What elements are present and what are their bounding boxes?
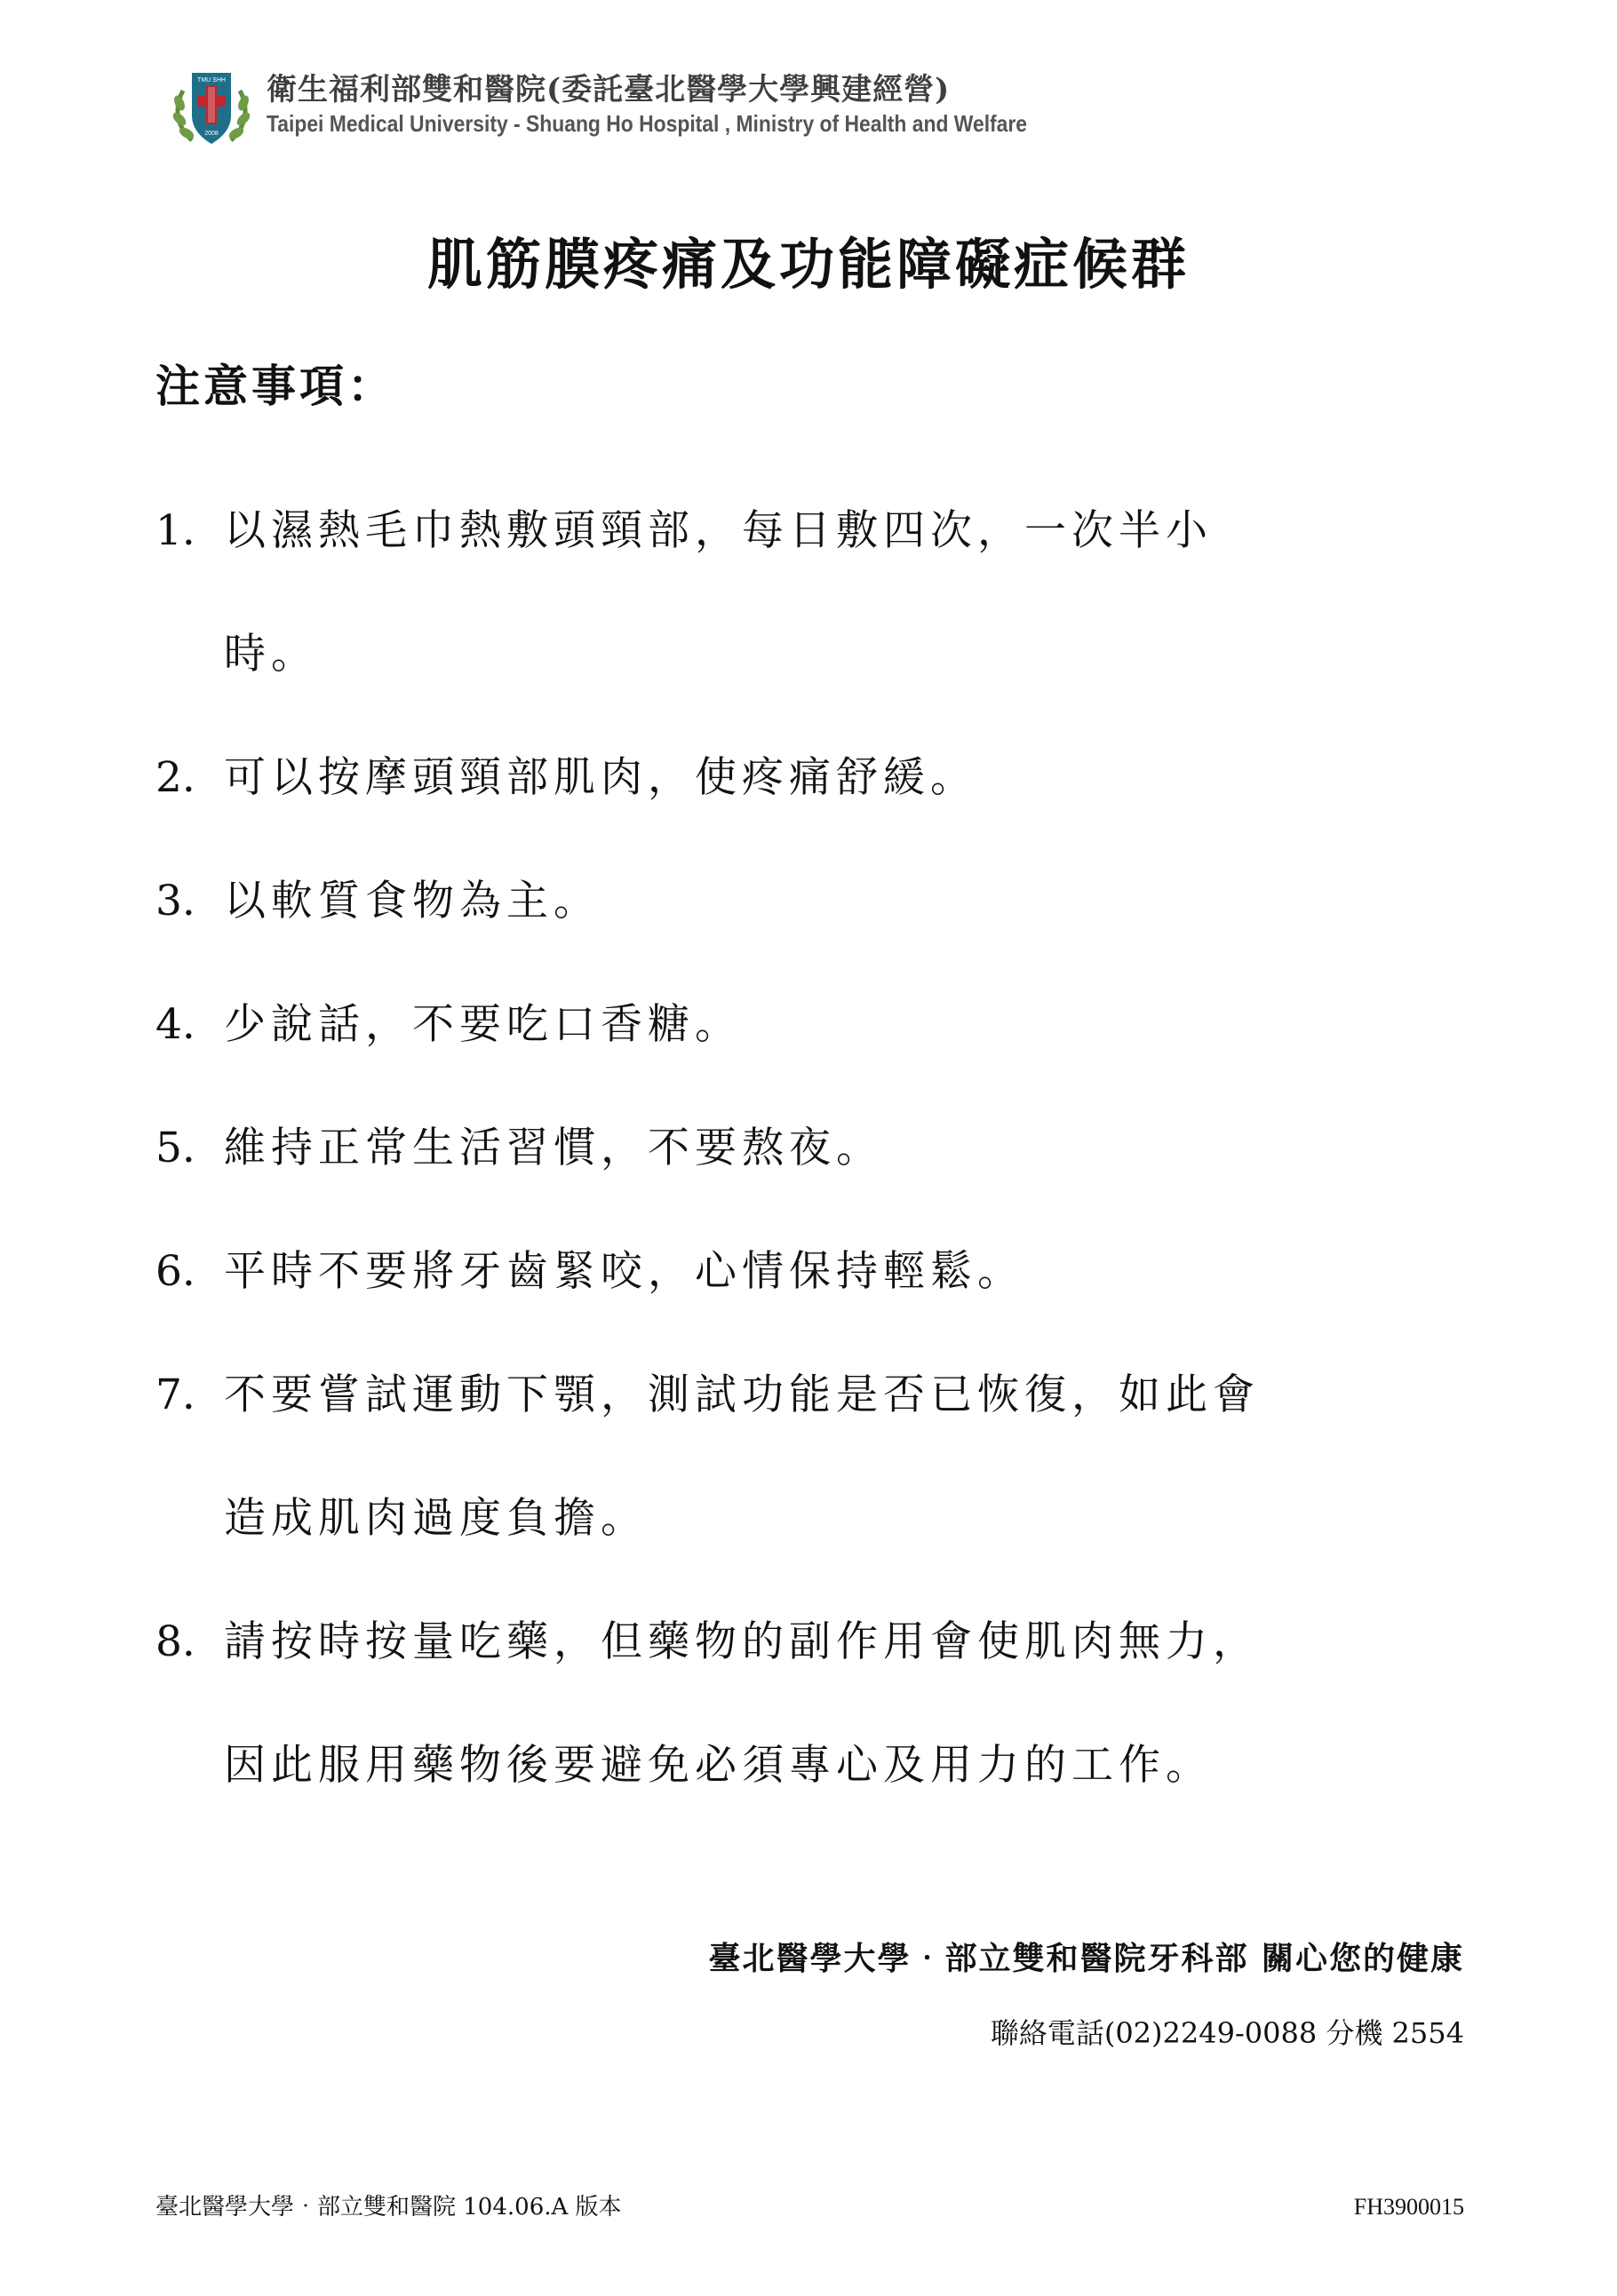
item-number: 4. [155,1000,195,1049]
item-text: 請按時按量吃藥，但藥物的副作用會使肌肉無力， 因此服用藥物後要避免必須專心及用力的工作。 [224,1617,1260,1790]
item-number: 8. [155,1617,195,1666]
list-item [155,1333,1488,1580]
contact-phone: 聯絡電話(02)2249-0088 分機 2554 [990,2016,1464,2050]
item-text: 少說話，不要吃口香糖。 [224,1000,742,1049]
item-number: 7. [155,1370,195,1419]
list-item [155,716,1488,839]
item-text: 可以按摩頭頸部肌肉，使疼痛舒緩。 [224,753,977,802]
notes-list [155,469,1488,1827]
hospital-name-en: Taipei Medical University - Shuang Ho Hospital , Ministry of Health and Welfare [267,110,1028,137]
item-number: 2. [155,753,195,802]
notes-heading: 注意事項： [155,360,395,412]
hospital-name [267,71,1131,139]
document-code: FH3900015 [1353,2194,1464,2220]
item-text: 以軟質食物為主。 [224,877,601,926]
list-item [155,1210,1488,1333]
item-number: 1. [155,506,195,555]
item-text: 不要嘗試運動下顎，測試功能是否已恢復，如此會 造成肌肉過度負擔。 [224,1370,1260,1543]
page-title: 肌筋膜疼痛及功能障礙症候群 [426,232,1190,297]
logo-year-text: 2008 [204,131,219,137]
hospital-header [167,64,1055,153]
list-item [155,1086,1488,1210]
list-item [155,963,1488,1086]
item-number: 5. [155,1124,195,1172]
signature-block [708,1932,1464,2062]
version-label: 臺北醫學大學‧部立雙和醫院 104.06.A 版本 [155,2194,622,2221]
logo-top-text: TMU SHH [197,77,226,83]
hospital-logo-icon [167,64,256,153]
item-number: 3. [155,877,195,926]
item-text: 平時不要將牙齒緊咬，心情保持輕鬆。 [224,1247,1024,1296]
list-item [155,839,1488,963]
item-text: 以濕熱毛巾熱敷頭頸部，每日敷四次，一次半小 時。 [224,506,1213,679]
item-text: 維持正常生活習慣，不要熬夜。 [224,1124,883,1172]
department-signature: 臺北醫學大學‧部立雙和醫院牙科部 關心您的健康 [708,1940,1464,1977]
list-item [155,1580,1488,1827]
hospital-name-zh: 衛生福利部雙和醫院(委託臺北醫學大學興建經營) [267,72,951,107]
list-item [155,469,1488,716]
item-number: 6. [155,1247,195,1296]
